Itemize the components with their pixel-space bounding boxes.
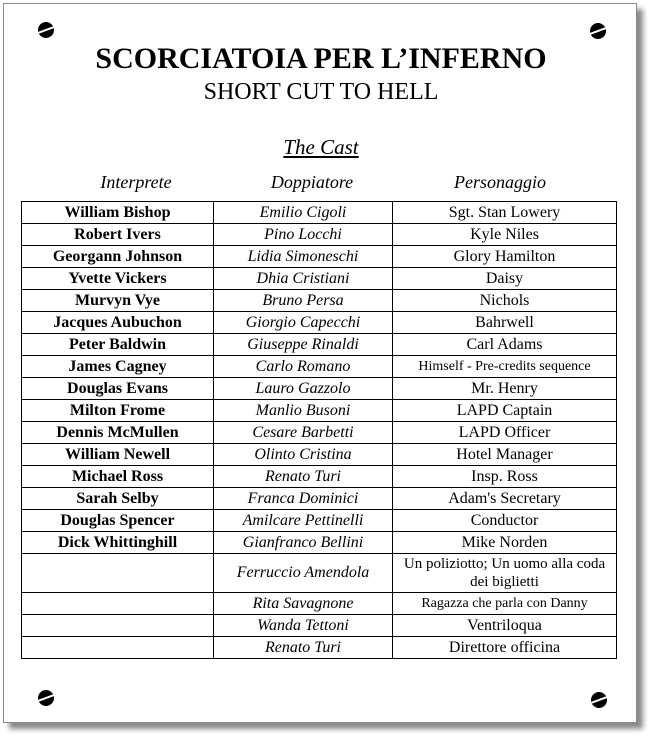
dubber-cell: Franca Dominici: [214, 488, 393, 510]
actor-cell: Michael Ross: [22, 466, 214, 488]
dubber-cell: Gianfranco Bellini: [214, 532, 393, 554]
table-row: [22, 510, 617, 532]
actor-cell: William Newell: [22, 444, 214, 466]
character-cell: Hotel Manager: [393, 444, 617, 466]
dubber-cell: Cesare Barbetti: [214, 422, 393, 444]
table-row: [22, 378, 617, 400]
character-cell: Nichols: [393, 290, 617, 312]
dubber-cell: Giuseppe Rinaldi: [214, 334, 393, 356]
dubber-cell: Ferruccio Amendola: [214, 554, 393, 593]
actor-cell: Yvette Vickers: [22, 268, 214, 290]
dubber-cell: Manlio Busoni: [214, 400, 393, 422]
table-row: [22, 466, 617, 488]
actor-cell: [22, 637, 214, 659]
dubber-cell: Renato Turi: [214, 466, 393, 488]
actor-cell: Douglas Evans: [22, 378, 214, 400]
dubber-cell: Amilcare Pettinelli: [214, 510, 393, 532]
actor-cell: Douglas Spencer: [22, 510, 214, 532]
actor-cell: Georgann Johnson: [22, 246, 214, 268]
actor-cell: Milton Frome: [22, 400, 214, 422]
actor-cell: [22, 615, 214, 637]
dubber-cell: Lidia Simoneschi: [214, 246, 393, 268]
dubber-cell: Lauro Gazzolo: [214, 378, 393, 400]
page-subtitle: SHORT CUT TO HELL: [203, 79, 439, 105]
table-row: [22, 554, 617, 593]
actor-cell: Jacques Aubuchon: [22, 312, 214, 334]
table-row: [22, 246, 617, 268]
dubber-cell: Pino Locchi: [214, 224, 393, 246]
character-cell: Direttore officina: [393, 637, 617, 659]
dubber-cell: Bruno Persa: [214, 290, 393, 312]
character-cell: Adam's Secretary: [393, 488, 617, 510]
table-row: [22, 593, 617, 615]
character-cell: Mr. Henry: [393, 378, 617, 400]
table-row: [22, 202, 617, 224]
screw-top-right-icon: [590, 23, 606, 39]
character-cell: Himself - Pre-credits sequence: [393, 356, 617, 378]
screw-bottom-right-icon: [591, 692, 607, 708]
character-cell: LAPD Captain: [393, 400, 617, 422]
dubber-cell: Renato Turi: [214, 637, 393, 659]
table-row: [22, 637, 617, 659]
table-row: [22, 422, 617, 444]
screw-bottom-left-icon: [38, 690, 54, 706]
actor-cell: Dennis McMullen: [22, 422, 214, 444]
actor-cell: William Bishop: [22, 202, 214, 224]
character-cell: Kyle Niles: [393, 224, 617, 246]
character-cell: Insp. Ross: [393, 466, 617, 488]
character-cell: Carl Adams: [393, 334, 617, 356]
cast-table: [21, 201, 617, 659]
column-header-character: Personaggio: [454, 172, 546, 192]
table-row: [22, 290, 617, 312]
actor-cell: Murvyn Vye: [22, 290, 214, 312]
table-row: [22, 444, 617, 466]
dubber-cell: Rita Savagnone: [214, 593, 393, 615]
character-cell: Bahrwell: [393, 312, 617, 334]
table-row: [22, 268, 617, 290]
table-row: [22, 488, 617, 510]
table-row: [22, 334, 617, 356]
column-header-actor: Interprete: [100, 172, 172, 192]
character-cell: LAPD Officer: [393, 422, 617, 444]
column-header-dubber: Doppiatore: [270, 172, 354, 192]
dubber-cell: Carlo Romano: [214, 356, 393, 378]
character-cell: Ragazza che parla con Danny: [393, 593, 617, 615]
actor-cell: Peter Baldwin: [22, 334, 214, 356]
screw-top-left-icon: [38, 22, 54, 38]
dubber-cell: Wanda Tettoni: [214, 615, 393, 637]
table-row: [22, 312, 617, 334]
character-cell: Mike Norden: [393, 532, 617, 554]
table-row: [22, 532, 617, 554]
table-row: [22, 356, 617, 378]
character-cell: Un poliziotto; Un uomo alla coda dei biglietti: [393, 554, 617, 593]
actor-cell: Robert Ivers: [22, 224, 214, 246]
actor-cell: James Cagney: [22, 356, 214, 378]
character-cell: Ventriloqua: [393, 615, 617, 637]
cast-plaque: [3, 3, 637, 723]
page-title: SCORCIATOIA PER L’INFERNO: [95, 42, 547, 75]
table-row: [22, 615, 617, 637]
character-cell: Conductor: [393, 510, 617, 532]
actor-cell: Sarah Selby: [22, 488, 214, 510]
character-cell: Daisy: [393, 268, 617, 290]
dubber-cell: Giorgio Capecchi: [214, 312, 393, 334]
character-cell: Glory Hamilton: [393, 246, 617, 268]
actor-cell: [22, 593, 214, 615]
actor-cell: [22, 554, 214, 593]
table-row: [22, 224, 617, 246]
dubber-cell: Dhia Cristiani: [214, 268, 393, 290]
dubber-cell: Olinto Cristina: [214, 444, 393, 466]
character-cell: Sgt. Stan Lowery: [393, 202, 617, 224]
table-row: [22, 400, 617, 422]
dubber-cell: Emilio Cigoli: [214, 202, 393, 224]
actor-cell: Dick Whittinghill: [22, 532, 214, 554]
cast-heading: The Cast: [283, 135, 359, 159]
